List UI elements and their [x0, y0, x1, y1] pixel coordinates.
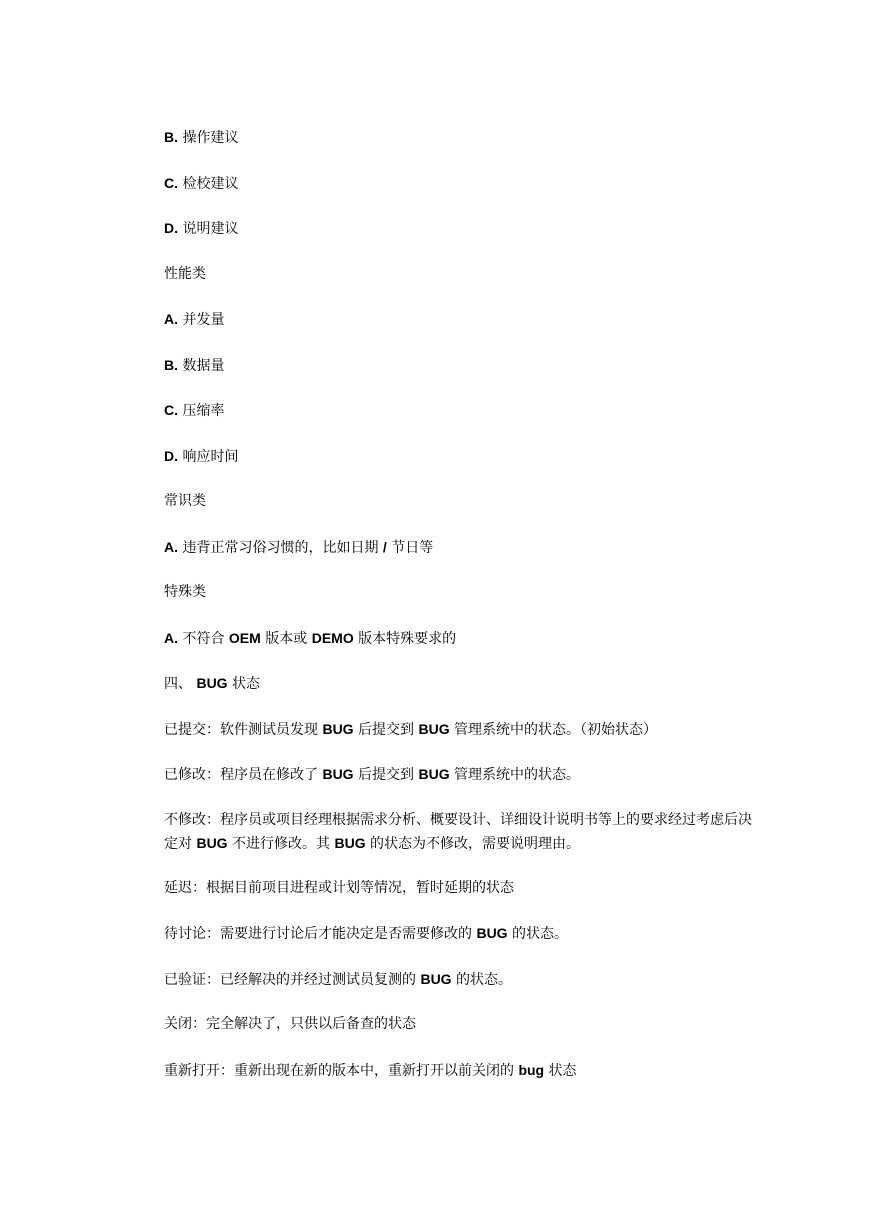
option-line: A. 违背正常习俗习惯的，比如日期 / 节日等	[164, 539, 434, 556]
status-definition: 关闭：完全解决了，只供以后备查的状态	[164, 1016, 416, 1032]
status-definition: 已修改：程序员在修改了 BUG 后提交到 BUG 管理系统中的状态。	[164, 766, 581, 783]
section-heading: 四、 BUG 状态	[164, 675, 261, 692]
status-definition: 已提交：软件测试员发现 BUG 后提交到 BUG 管理系统中的状态。（初始状态）	[164, 721, 658, 738]
status-definition: 重新打开：重新出现在新的版本中，重新打开以前关闭的 bug 状态	[164, 1062, 577, 1079]
option-line: D. 响应时间	[164, 448, 239, 465]
option-line: A. 并发量	[164, 311, 225, 328]
option-line: A. 不符合 OEM 版本或 DEMO 版本特殊要求的	[164, 630, 457, 647]
category-heading: 性能类	[164, 266, 206, 282]
option-line: B. 操作建议	[164, 129, 239, 146]
option-line: C. 检校建议	[164, 175, 239, 192]
category-heading: 特殊类	[164, 584, 206, 600]
option-line: B. 数据量	[164, 357, 225, 374]
category-heading: 常识类	[164, 493, 206, 509]
status-definition: 不修改：程序员或项目经理根据需求分析、概要设计、详细设计说明书等上的要求经过考虑后决定对 BUG 不进行修改。其 BUG 的状态为不修改，需要说明理由。	[164, 812, 752, 852]
status-definition: 延迟：根据目前项目进程或计划等情况，暂时延期的状态	[164, 880, 514, 896]
option-line: D. 说明建议	[164, 220, 239, 237]
status-definition: 已验证：已经解决的并经过测试员复测的 BUG 的状态。	[164, 971, 513, 988]
status-definition: 待讨论：需要进行讨论后才能决定是否需要修改的 BUG 的状态。	[164, 925, 569, 942]
option-line: C. 压缩率	[164, 402, 225, 419]
